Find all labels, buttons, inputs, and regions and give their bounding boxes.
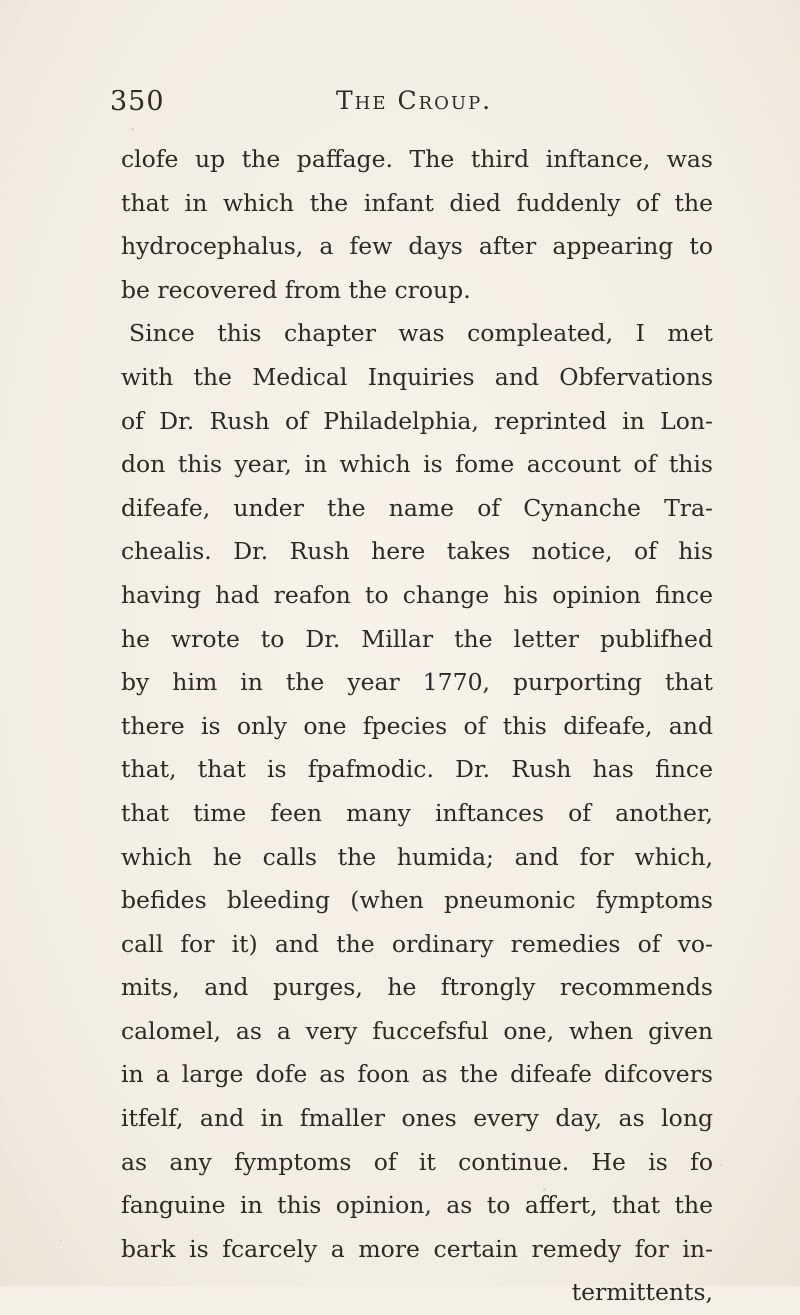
text-line: difeafe, under the name of Cynanche Tra-: [121, 493, 713, 522]
paper-speck: [720, 1164, 722, 1166]
body-text: [121, 138, 713, 1315]
text-line: Since this chapter was compleated, I met: [129, 319, 713, 348]
paper-speck: [131, 128, 134, 131]
paper-speck: [543, 1188, 546, 1191]
page-number: 350: [110, 86, 165, 117]
text-line: that, that is fpafmodic. Dr. Rush has fince: [121, 755, 713, 784]
text-line: termittents,: [571, 1278, 713, 1307]
text-line: that in which the infant died fuddenly of the: [121, 188, 713, 217]
page-header: [110, 80, 710, 120]
text-line: hydrocephalus, a few days after appearing to: [121, 232, 713, 261]
text-line: bark is fcarcely a more certain remedy for in-: [121, 1234, 713, 1263]
paper-speck: [60, 1240, 62, 1242]
text-line: be recovered from the croup.: [121, 275, 471, 304]
text-line: of Dr. Rush of Philadelphia, reprinted in Lon-: [121, 406, 713, 435]
text-line: mits, and purges, he ftrongly recommends: [121, 973, 713, 1002]
text-line: itfelf, and in fmaller ones every day, as long: [121, 1104, 713, 1133]
text-line: by him in the year 1770, purporting that: [121, 668, 713, 697]
text-line: call for it) and the ordinary remedies of vo-: [121, 929, 713, 958]
text-line: there is only one fpecies of this difeafe, and: [121, 711, 713, 740]
text-line: which he calls the humida; and for which,: [121, 842, 713, 871]
text-line: having had reafon to change his opinion fince: [121, 580, 713, 609]
text-line: that time feen many inftances of another,: [121, 798, 713, 827]
running-head: The Croup.: [336, 86, 493, 115]
text-line: in a large dofe as foon as the difeafe difcovers: [121, 1060, 713, 1089]
text-line: clofe up the paffage. The third inftance, was: [121, 145, 713, 173]
text-line: calomel, as a very fuccefsful one, when given: [121, 1016, 713, 1045]
text-line: fanguine in this opinion, as to affert, that the: [121, 1191, 713, 1220]
text-line: as any fymptoms of it continue. He is fo: [121, 1147, 713, 1176]
text-line: he wrote to Dr. Millar the letter publifhed: [121, 624, 713, 653]
text-line: don this year, in which is fome account of this: [121, 450, 713, 479]
text-line: befides bleeding (when pneumonic fymptoms: [121, 886, 713, 915]
text-line: with the Medical Inquiries and Obfervations: [121, 362, 713, 391]
text-line: chealis. Dr. Rush here takes notice, of his: [121, 537, 713, 566]
